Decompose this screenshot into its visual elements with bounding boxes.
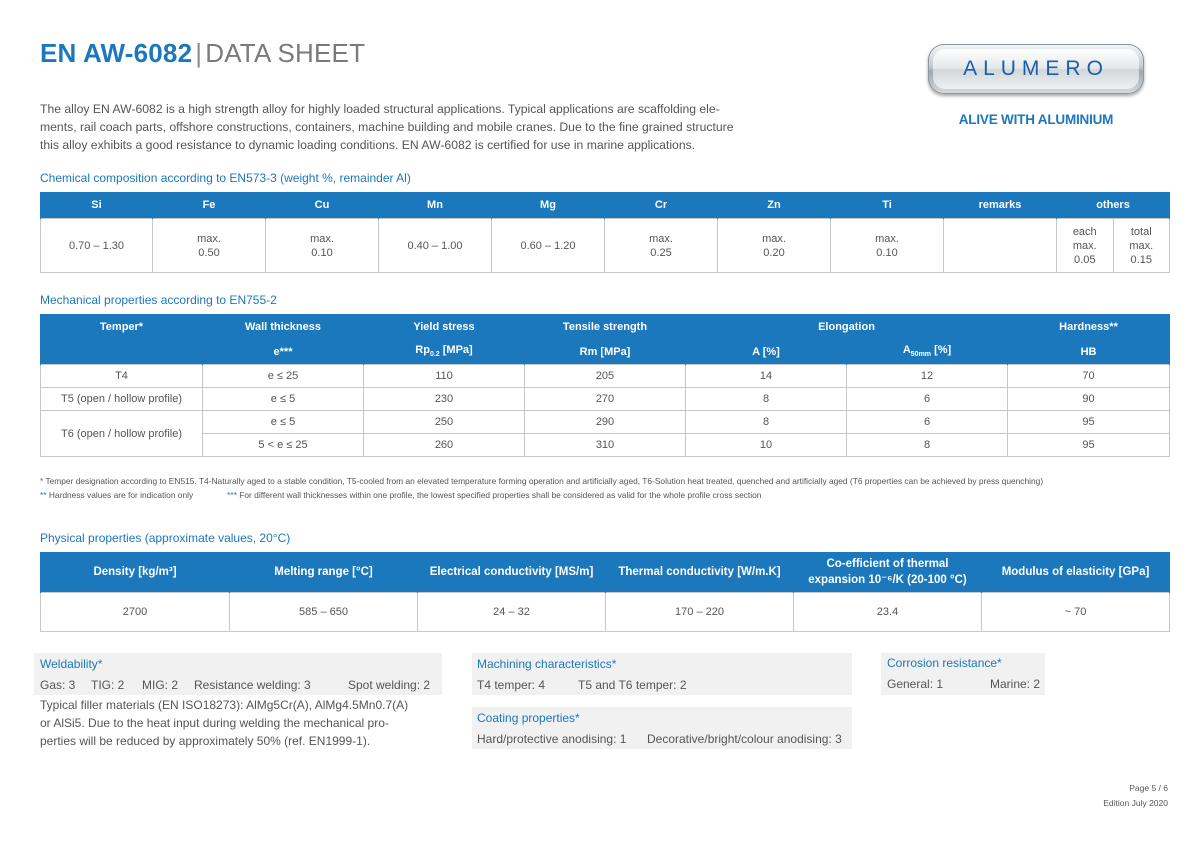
cell-tensile: 310 — [525, 434, 686, 457]
page-title — [40, 38, 365, 68]
value-cr-label: max. — [649, 232, 673, 245]
chemical-composition-table — [40, 192, 1170, 273]
col-mg: Mg — [492, 192, 605, 219]
mechanical-subheader-row — [41, 339, 1170, 365]
cell-elong-a50: 12 — [847, 365, 1008, 388]
weld-resistance: Resistance welding: 3 — [194, 678, 311, 692]
cell-hardness: 95 — [1008, 434, 1170, 457]
col-si: Si — [41, 192, 153, 219]
physical-header-row — [41, 552, 1170, 593]
weld-mig: MIG: 2 — [142, 678, 179, 692]
cell-temper: T6 (open / hollow profile) — [41, 411, 203, 457]
alloy-name: EN AW-6082 — [40, 38, 193, 68]
chemical-value-row — [41, 219, 1170, 273]
physical-value-row — [41, 593, 1170, 632]
value-electrical: 24 – 32 — [418, 593, 606, 632]
weldability-text — [40, 696, 440, 750]
cell-wall: e ≤ 5 — [203, 388, 364, 411]
others-each: each max. 0.05 — [1072, 225, 1097, 266]
corrosion-marine: Marine: 2 — [990, 677, 1041, 691]
alumero-logo — [928, 44, 1144, 94]
value-cu-label: max. — [310, 232, 334, 245]
col-ti: Ti — [831, 192, 944, 219]
chemical-heading: Chemical composition according to EN573-3 (weight %, remainder Al) — [40, 171, 411, 185]
value-zn-number: 0.20 — [763, 246, 785, 259]
weldability-heading: Weldability* — [40, 657, 103, 671]
col-remarks: remarks — [944, 192, 1057, 219]
table-row — [41, 365, 1170, 388]
weld-tig: TIG: 2 — [91, 678, 125, 692]
cell-temper: T5 (open / hollow profile) — [41, 388, 203, 411]
value-modulus: ~ 70 — [982, 593, 1170, 632]
sub-elong-a50: $A_{50mm}$ [%] — [847, 339, 1008, 365]
weld-gas: Gas: 3 — [40, 678, 76, 692]
coating-hard: Hard/protective anodising: 1 — [477, 732, 627, 746]
machining-t5t6: T5 and T6 temper: 2 — [578, 678, 687, 692]
table-row — [41, 388, 1170, 411]
value-zn-label: max. — [762, 232, 786, 245]
cell-yield: 110 — [364, 365, 525, 388]
col-temper: Temper* — [41, 314, 203, 339]
logo-text: ALUMERO — [933, 49, 1139, 89]
col-hardness: Hardness** — [1008, 314, 1170, 339]
col-melting: Melting range [°C] — [230, 552, 418, 593]
value-mn: 0.40 – 1.00 — [379, 219, 492, 273]
cell-elong-a50: 6 — [847, 388, 1008, 411]
cell-elong-a50: 6 — [847, 411, 1008, 434]
col-expansion: Co-efficient of thermal expansion 10⁻⁶/K (20-100 °C) — [794, 552, 982, 593]
coating-decorative: Decorative/bright/colour anodising: 3 — [647, 732, 842, 746]
cell-yield: 230 — [364, 388, 525, 411]
col-tensile: Tensile strength — [525, 314, 686, 339]
value-zn — [718, 219, 831, 273]
value-cr — [605, 219, 718, 273]
cell-temper: T4 — [41, 365, 203, 388]
others-total: total max. 0.15 — [1113, 219, 1170, 272]
col-zn: Zn — [718, 192, 831, 219]
mechanical-properties-table — [40, 314, 1170, 457]
table-row — [41, 411, 1170, 434]
value-melting: 585 – 650 — [230, 593, 418, 632]
sub-hardness: HB — [1008, 339, 1170, 365]
mechanical-header-row — [41, 314, 1170, 339]
cell-yield: 260 — [364, 434, 525, 457]
value-density: 2700 — [41, 593, 230, 632]
cell-wall: e ≤ 25 — [203, 365, 364, 388]
cell-tensile: 205 — [525, 365, 686, 388]
value-cu — [266, 219, 379, 273]
coating-heading: Coating properties* — [477, 711, 580, 725]
sub-elong-a: A [%] — [686, 339, 847, 365]
value-cr-number: 0.25 — [650, 246, 672, 259]
cell-hardness: 70 — [1008, 365, 1170, 388]
col-density: Density [kg/m³] — [41, 552, 230, 593]
weld-text-line: perties will be reduced by approximately 50% (ref. EN1999-1). — [40, 734, 371, 748]
col-yield: Yield stress — [364, 314, 525, 339]
cell-wall: 5 < e ≤ 25 — [203, 434, 364, 457]
col-mn: Mn — [379, 192, 492, 219]
table-row — [41, 434, 1170, 457]
corrosion-general: General: 1 — [887, 677, 944, 691]
col-elongation: Elongation — [686, 314, 1008, 339]
cell-wall: e ≤ 5 — [203, 411, 364, 434]
value-ti-label: max. — [875, 232, 899, 245]
cell-elong-a: 10 — [686, 434, 847, 457]
intro-line: ments, rail coach parts, offshore constructions, containers, machine building and mobile cranes. Due to the fine grained structure — [40, 120, 734, 134]
sub-wall: e*** — [203, 339, 364, 365]
value-remarks — [944, 219, 1057, 273]
tagline: ALIVE WITH ALUMINIUM — [958, 112, 1114, 127]
col-wall: Wall thickness — [203, 314, 364, 339]
value-mg: 0.60 – 1.20 — [492, 219, 605, 273]
value-thermal: 170 – 220 — [606, 593, 794, 632]
physical-heading: Physical properties (approximate values, 20°C) — [40, 531, 291, 545]
value-ti-number: 0.10 — [876, 246, 898, 259]
footnotes — [40, 474, 1180, 502]
col-cr: Cr — [605, 192, 718, 219]
cell-tensile: 290 — [525, 411, 686, 434]
intro-line: The alloy EN AW-6082 is a high strength alloy for highly loaded structural applications. Typical applications are scaffolding ele- — [40, 102, 720, 116]
sub-tensile: Rm [MPa] — [525, 339, 686, 365]
weld-text-line: Typical filler materials (EN ISO18273): AlMg5Cr(A), AlMg4.5Mn0.7(A) — [40, 698, 409, 712]
col-thermal: Thermal conductivity [W/m.K] — [606, 552, 794, 593]
value-expansion: 23.4 — [794, 593, 982, 632]
value-fe-label: max. — [197, 232, 221, 245]
edition-date: Edition July 2020 — [1103, 798, 1168, 808]
mechanical-heading: Mechanical properties according to EN755-2 — [40, 293, 277, 307]
cell-tensile: 270 — [525, 388, 686, 411]
intro-paragraph — [40, 100, 750, 154]
col-modulus: Modulus of elasticity [GPa] — [982, 552, 1170, 593]
footnote-temper: * Temper designation according to EN515. T4-Naturally aged to a stable condition, T5-cooled from an elevated temperature forming operation and artificially aged, T6-Solution heat treated, quenched and artificially aged (T6 properties can be achieved by press quenching) — [40, 476, 1044, 486]
cell-hardness: 90 — [1008, 388, 1170, 411]
cell-elong-a: 14 — [686, 365, 847, 388]
sub-yield: $Rp_{0.2}$ [MPa] — [364, 339, 525, 365]
value-fe-number: 0.50 — [198, 246, 220, 259]
intro-line: this alloy exhibits a good resistance to dynamic loading conditions. EN AW-6082 is certified for use in marine applications. — [40, 138, 696, 152]
weld-spot: Spot welding: 2 — [348, 678, 431, 692]
page-number: Page 5 / 6 — [1129, 783, 1168, 793]
chemical-header-row — [41, 192, 1170, 219]
value-others — [1057, 219, 1170, 273]
cell-elong-a: 8 — [686, 411, 847, 434]
cell-yield: 250 — [364, 411, 525, 434]
cell-elong-a50: 8 — [847, 434, 1008, 457]
machining-t4: T4 temper: 4 — [477, 678, 546, 692]
value-fe — [153, 219, 266, 273]
col-cu: Cu — [266, 192, 379, 219]
col-electrical: Electrical conductivity [MS/m] — [418, 552, 606, 593]
page-footer — [1103, 781, 1168, 811]
title-separator: | — [195, 38, 203, 68]
value-ti — [831, 219, 944, 273]
corrosion-heading: Corrosion resistance* — [887, 656, 1002, 670]
machining-heading: Machining characteristics* — [477, 657, 617, 671]
physical-properties-table — [40, 552, 1170, 632]
col-fe: Fe — [153, 192, 266, 219]
footnote-hardness-wall: ** Hardness values are for indication only *** For different wall thicknesses within one profile, the lowest specified properties shall be considered as valid for the whole profile cross section — [40, 490, 762, 500]
col-others: others — [1057, 192, 1170, 219]
cell-hardness: 95 — [1008, 411, 1170, 434]
value-cu-number: 0.10 — [311, 246, 333, 259]
value-si: 0.70 – 1.30 — [41, 219, 153, 273]
cell-elong-a: 8 — [686, 388, 847, 411]
sub-temper — [41, 339, 203, 365]
document-type: DATA SHEET — [205, 38, 366, 68]
weld-text-line: or AlSi5. Due to the heat input during welding the mechanical pro- — [40, 716, 389, 730]
